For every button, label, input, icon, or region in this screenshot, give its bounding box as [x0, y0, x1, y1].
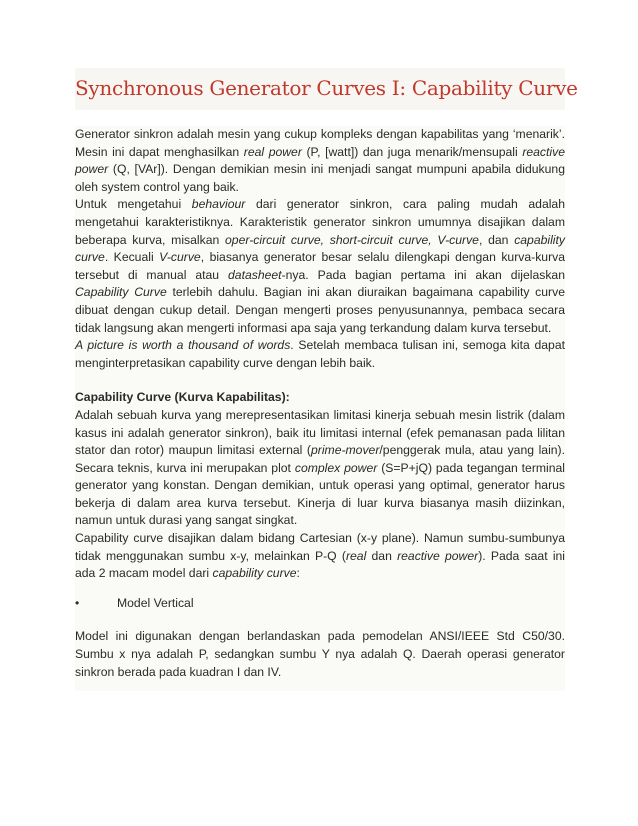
text-run: -nya. Pada bagian pertama ini akan dijelaskan — [281, 267, 565, 282]
article-body — [75, 126, 565, 691]
text-run: terlebih dahulu. Bagian ini akan diuraikan bagaimana capability curve dibuat dengan cukup detail. Dengan mengerti proses penyusunannya, pembaca secara tidak langsung akan mengerti informasi apa saja yang terkandung dalam kurva tersebut. — [75, 285, 565, 335]
section-paragraph-3: Model ini digunakan dengan berlandaskan pada pemodelan ANSI/IEEE Std C50/30. Sumbu x nya adalah P, sedangkan sumbu Y nya adalah Q. Daerah operasi generator sinkron berada pada kuadran I dan IV. — [75, 629, 565, 679]
term-complex-power: complex power — [294, 460, 378, 475]
term-real-power: real power — [243, 144, 302, 159]
intro-paragraph-2 — [75, 196, 565, 337]
text-run: , dan — [478, 232, 515, 247]
text-run: , biasanya generator besar selalu dilengkapi dengan kurva-kurva tersebut di manual atau — [75, 250, 566, 282]
text-run: ). Pada saat ini ada 2 macam model dari — [75, 548, 566, 581]
text-run: (P, [watt]) dan juga menarik/mensupali — [301, 144, 523, 159]
bullet-label: Model Vertical — [117, 595, 194, 610]
term-reactive-power: reactive power — [75, 144, 565, 177]
text-run: . Setelah membaca tulisan ini, semoga kita dapat menginterpretasikan capability curve dengan lebih baik. — [75, 338, 565, 370]
section-paragraph-2 — [75, 530, 565, 583]
term-curves: oper-circuit curve, short-circuit curve, V-curve — [225, 232, 479, 247]
term-real: real — [345, 548, 367, 563]
term-behaviour: behaviour — [191, 197, 246, 212]
text-run: (S=P+jQ) pada tegangan terminal generator yang konstan. Dengan demikian, untuk operasi yang optimal, generator harus bekerja di dalam area kurva tersebut. Kinerja di luar kurva biasanya masih diizinkan, namun untuk durasi yang sangat singkat. — [75, 460, 566, 528]
term-capability-curve: capability curve — [75, 232, 565, 265]
paragraph-gap — [75, 372, 565, 389]
text-run: Generator sinkron adalah mesin yang cukup kompleks dengan kapabilitas yang ‘menarik’. Mesin ini dapat menghasilkan — [75, 127, 565, 159]
quote: A picture is worth a thousand of words — [75, 338, 291, 353]
term-capability-curve: capability curve — [212, 566, 297, 581]
term-capability-curve-title: Capability Curve — [75, 285, 167, 300]
text-run: . Kecuali — [104, 250, 160, 265]
text-run: : — [296, 566, 300, 581]
text-run: dan — [366, 548, 398, 563]
intro-paragraph-1 — [75, 126, 565, 196]
text-run: (Q, [VAr]). Dengan demikian mesin ini menjadi sangat mumpuni apabila didukung oleh system control yang baik. — [75, 162, 565, 194]
text-run: Adalah sebuah kurva yang merepresentasikan limitasi kinerja sebuah mesin listrik (dalam kasus ini adalah generator sinkron), baik itu limitasi internal (efek pemanasan pada lilitan stator dan rotor) maupun limitasi external ( — [75, 407, 565, 458]
text-run: Capability curve disajikan dalam bidang Cartesian (x-y plane). Namun sumbu-sumbunya tidak menggunakan sumbu x-y, melainkan P-Q ( — [75, 531, 565, 563]
document-page — [75, 68, 578, 691]
text-run: /penggerak mula, atau yang lain). Secara teknis, kurva ini merupakan plot — [75, 443, 565, 475]
title-band — [75, 68, 578, 110]
bullet-list-item — [75, 595, 565, 613]
section-paragraph-1 — [75, 407, 565, 530]
intro-paragraph-3 — [75, 337, 565, 372]
term-datasheet: datasheet — [228, 267, 282, 282]
page-title: Synchronous Generator Curves I: Capability Curve — [75, 76, 578, 100]
text-run: dari generator sinkron, cara paling mudah adalah mengetahui karakteristiknya. Karakteristik generator sinkron umumnya disajikan dalam beberapa kurva, misalkan — [75, 197, 565, 247]
text-run: Untuk mengetahui — [75, 197, 192, 212]
term-reactive-power: reactive power — [397, 548, 479, 563]
term-prime-mover: prime-mover — [311, 443, 380, 458]
bullet-icon: • — [75, 595, 80, 610]
term-v-curve: V-curve — [159, 250, 201, 265]
section-heading: Capability Curve (Kurva Kapabilitas): — [75, 390, 290, 405]
